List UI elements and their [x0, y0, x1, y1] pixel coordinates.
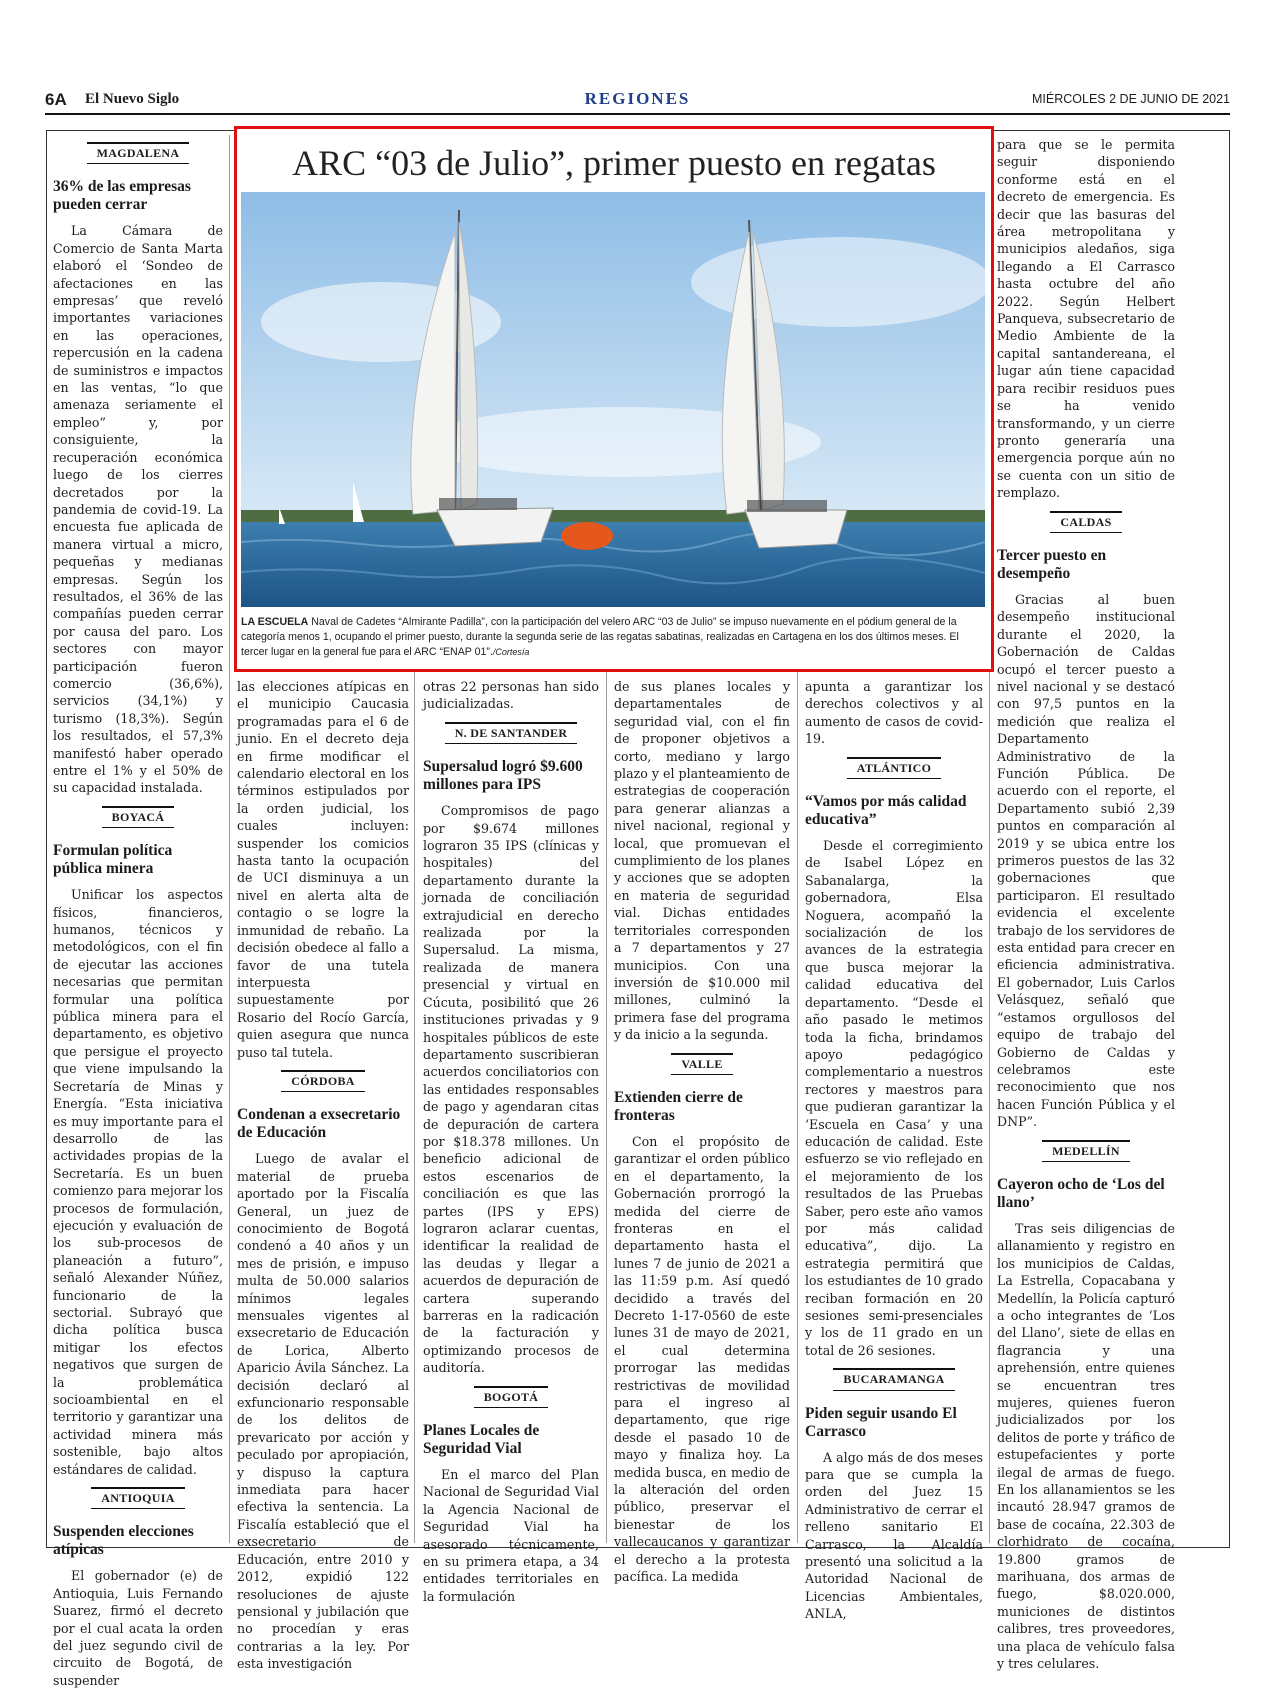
column-divider — [606, 672, 607, 1543]
article-body: Gracias al buen desempeño institucional durante el 2020, la Gobernación de Caldas ocupó el tercer puesto a nivel nacional y se destacó con 97,5 puntos en la medición que realiza el Departamento Administrativo de la Función Pública. De acuerdo con el reporte, el Departamento subió 2,39 puntos en comparación al 2019 y se ubica entre los primeros puestos de las 32 gobernaciones que participaron. El resultado evidencia el excelente trabajo de los servidores de esta entidad para crecer en eficiencia administrativa. El gobernador, Luis Carlos Velásquez, señaló que “estamos orgullosos del equipo de trabajo del Gobierno de Caldas y celebramos este reconocimiento que nos hacen Función Pública y el DNP”. — [997, 591, 1175, 1130]
article-continuation: apunta a garantizar los derechos colectivos y al aumento de casos de covid-19. — [805, 679, 983, 747]
article-continuation: para que se le permita seguir disponiendo conforme está en el decreto de emergencia. Es decir que las basuras del área metropolitana y municipios aledaños, siga llegando a El Carrasco hasta octubre del año 2022. Según Helbert Panqueva, subsecretario de Medio Ambiente de la capital santandereana, el lugar aún tiene capacidad para recibir residuos pues se ha venido transformando, y un cierre pronto generaría una emergencia porque aún no se cuenta con un sitio de remplazo. — [997, 137, 1175, 501]
region-label: CÓRDOBA — [237, 1070, 409, 1092]
region-label: ANTIOQUIA — [53, 1487, 223, 1509]
article-body: El gobernador (e) de Antioquia, Luis Fernando Suarez, firmó el decreto por el cual acata la orden del juez segundo civil de circuito de Bogotá, de suspender — [53, 1568, 223, 1688]
section-title: REGIONES — [584, 89, 691, 108]
header-rule — [45, 113, 1230, 115]
featured-headline: ARC “03 de Julio”, primer puesto en regatas — [292, 143, 936, 183]
article-body: Unificar los aspectos físicos, financieros, humanos, técnicos y metodológicos, con el fin de ejecutar las acciones necesarias que permitan formular una política pública minera para el departamento, es objetivo que persigue el proyecto que viene impulsando la Secretaría de Minas y Energía. “Esta iniciativa es muy importante para el desarrollo de las actividades propias de la Secretaría. Es un buen comienzo para mejorar los procesos de formulación, ejecución y evaluación de los sub-procesos de planeación a futuro”, señaló Alexander Núñez, funcionario de la sectorial. Subrayó que dicha política busca mitigar los efectos negativos que surgen de la problemática socioambiental en el territorio y garantizar una actividad minera más sostenible, bajo altos estándares de calidad. — [53, 887, 223, 1477]
region-label: MEDELLÍN — [997, 1140, 1175, 1162]
photo-caption: LA ESCUELA Naval de Cadetes “Almirante Padilla”, con la participación del velero ARC “03 de Julio” se impuso nuevamente en el pódium general de la categoría menos 1, ocupando el primer puesto, durante la segunda serie de las regatas sabatinas, realizadas en Cartagena en los dos últimos meses. El tercer lugar en la general fue para el ARC “ENAP 01”./Cortesía — [241, 616, 959, 658]
region-label: N. DE SANTANDER — [423, 722, 599, 744]
article-headline: Cayeron ocho de ‘Los del llano’ — [997, 1175, 1165, 1211]
column-divider — [229, 135, 230, 1543]
article-continuation: otras 22 personas han sido judicializadas. — [423, 679, 599, 712]
sea — [241, 522, 985, 607]
article-continuation: de sus planes locales y departamentales de seguridad vial, con el fin de proponer objetivos a corto, mediano y largo plazo y el planteamiento de estrategias de cooperación para generar alianzas a nivel nacional, regional y local, que promuevan el cumplimiento de los planes y acciones que se adopten en materia de seguridad vial. Dichas entidades territoriales corresponden a 7 departamentos y 27 municipios. Con una inversión de $10.000 mil millones, culminó la primera fase del programa y da inicio a la segunda. — [614, 679, 790, 1043]
column-4 — [614, 678, 790, 1585]
article-headline: “Vamos por más calidad educativa” — [805, 793, 967, 829]
column-6 — [997, 136, 1175, 1672]
region-label: ATLÁNTICO — [805, 757, 983, 779]
article-headline: 36% de las empresas pueden cerrar — [53, 178, 191, 214]
newspaper-name: El Nuevo Siglo — [85, 91, 180, 107]
column-1 — [53, 140, 223, 1688]
region-label: VALLE — [614, 1053, 790, 1075]
distant-shoreline — [241, 510, 985, 524]
column-divider — [797, 672, 798, 1543]
article-headline: Suspenden elecciones atípicas — [53, 1523, 194, 1559]
article-body: La Cámara de Comercio de Santa Marta elaboró el ‘Sondeo de afectaciones en las empresas’ que reveló importantes variaciones en las operaciones, repercusión en la cadena de suministros e impactos en las ventas, “lo que amenaza seriamente el empleo” y, por consiguiente, la recuperación económica luego de los cierres decretados por la pandemia de covid-19. La encuesta fue aplicada de manera virtual a micro, pequeñas y medianas empresas. Según los resultados, el 36% de las compañías pueden cerrar por causa del paro. Los sectores con mayor participación fueron comercio (36,6%), servicios (34,1%) y turismo (18,3%). Según los resultados, el 57,3% manifestó haber operado entre el 1% y el 50% de su capacidad instalada. — [53, 223, 223, 796]
region-label: BOYACÁ — [53, 806, 223, 828]
article-body: Tras seis diligencias de allanamiento y registro en los municipios de Caldas, La Estrella, Copacabana y Medellín, la Policía capturó a ocho integrantes de ‘Los del Llano’, siete de ellas en flagrancia y una aprehensión, entre quienes se encuentran tres mujeres, quienes fueron judicializados por los delitos de porte y tráfico de estupefacientes y porte ilegal de armas de fuego. En los allanamientos se les incautó 28.947 gramos de base de cocaína, 22.303 de clorhidrato de cocaína, 19.800 gramos de marihuana, dos armas de fuego, $8.020.000, municiones de distintos calibres, tres proveedores, una placa de vehículo falsa y tres celulares. — [997, 1220, 1175, 1672]
region-label: MAGDALENA — [53, 142, 223, 164]
page-number: 6A — [45, 90, 67, 109]
page-header — [45, 90, 1230, 112]
article-headline: Condenan a exsecretario de Educación — [237, 1106, 401, 1142]
article-headline: Piden seguir usando El Carrasco — [805, 1404, 957, 1440]
article-body: Luego de avalar el material de prueba aportado por la Fiscalía General, un juez de conocimiento de Bogotá condenó a 40 años y un mes de prisión, e impuso multa de 50.000 salarios mínimos legales mensuales vigentes al exsecretario de Educación de Lorica, Alberto Aparicio Ávila Sánchez. La decisión declaró al exfuncionario responsable de los delitos de prevaricato por acción y peculado por apropiación, y dispuso la captura inmediata para hacer efectiva la sentencia. La Fiscalía estableció que el exsecretario de Educación, entre 2010 y 2012, expidió 122 resoluciones de ajuste pensional y jubilación que no procedían y eras contrarias a la ley. Por esta investigación — [237, 1151, 409, 1672]
issue-date: MIÉRCOLES 2 DE JUNIO DE 2021 — [1032, 92, 1230, 106]
column-divider — [414, 672, 415, 1543]
article-headline: Planes Locales de Seguridad Vial — [423, 1422, 540, 1458]
region-label: BOGOTÁ — [423, 1386, 599, 1408]
article-headline: Formulan política pública minera — [53, 842, 173, 878]
article-body: Con el propósito de garantizar el orden público en el departamento, la Gobernación prorrogó la medida del cierre de fronteras en el departamento hasta el lunes 7 de junio de 2021 a las 11:59 p.m. Así quedó decidido a través del Decreto 1-17-0560 de este lunes 31 de mayo de 2021, el cual determina prorrogar las medidas restrictivas de movilidad para el ingreso al departamento, que rige desde el pasado 10 de mayo y finaliza hoy. La medida busca, en medio de la alteración del orden público, preservar el bienestar de los vallecaucanos y garantizar el derecho a la protesta pacífica. La medida — [614, 1133, 790, 1585]
article-body: A algo más de dos meses para que se cumpla la orden del Juez 15 Administrativo de cerrar el relleno sanitario El Carrasco, la Alcaldía presentó una solicitud a la Autoridad Nacional de Licencias Ambientales, ANLA, — [805, 1449, 983, 1622]
column-5 — [805, 678, 983, 1622]
article-body: En el marco del Plan Nacional de Seguridad Vial la Agencia Nacional de Seguridad Vial ha asesorado técnicamente, en su primera etapa, a 34 entidades territoriales en la formulación — [423, 1467, 599, 1604]
sailboats-photo — [241, 192, 985, 607]
article-headline: Extienden cierre de fronteras — [614, 1088, 743, 1124]
article-body: Compromisos de pago por $9.674 millones lograron 35 IPS (clínicas y hospitales) del departamento durante la jornada de conciliación extrajudicial en derecho realizada por la Supersalud. La misma, realizada de manera presencial y virtual en Cúcuta, posibilitó que 26 instituciones privadas y 9 hospitales públicos de este departamento suscribieran acuerdos conciliatorios con las entidades responsables de pago y agendaran citas de depuración de cartera por $18.378 millones. Un beneficio adicional de estos escenarios de conciliación es que las partes (IPS y EPS) lograron aclarar cuentas, identificar la realidad de las deudas y llegar a acuerdos de depuración de cartera superando barreras en la radicación de la facturación y optimizando procesos de auditoría. — [423, 803, 599, 1376]
article-headline: Supersalud logró $9.600 millones para IPS — [423, 758, 583, 794]
article-headline: Tercer puesto en desempeño — [997, 546, 1107, 582]
column-3 — [423, 678, 599, 1604]
article-continuation: las elecciones atípicas en el municipio Caucasia programadas para el 6 de junio. En el decreto deja en firme modificar el calendario electoral en los términos estipulados por la orden judicial, los cuales incluyen: suspender los comicios hasta tanto la ocupación de UCI disminuya a un nivel en alerta alta de contagio o se logre la inmunidad de rebaño. La decisión obedece al fallo a favor de una tutela interpuesta supuestamente por Rosario del Rocío García, quien asegura que nunca puso tal tutela. — [237, 679, 409, 1060]
featured-story-highlight — [234, 126, 994, 672]
orange-buoy — [561, 522, 613, 550]
region-label: BUCARAMANGA — [805, 1368, 983, 1390]
article-body: Desde el corregimiento de Isabel López en Sabanalarga, la gobernadora, Elsa Noguera, acompañó la socialización de los avances de la estrategia que busca mejorar la calidad educativa del departamento. “Desde el año pasado le metimos toda la ficha, brindamos apoyo pedagógico complementario a nuestros rectores y maestros para que pudieran garantizar la ‘Escuela en Casa’ y una educación de calidad. Este esfuerzo se vio reflejado en el mejoramiento de los resultados de las Pruebas Saber, pero este año vamos por más calidad educativa”, dijo. La estrategia permitirá que los estudiantes de 10 grado reciban formación en 20 sesiones semi-presenciales y los de 11 grado en un total de 26 sesiones. — [805, 838, 983, 1358]
region-label: CALDAS — [997, 511, 1175, 533]
column-2 — [237, 678, 409, 1672]
